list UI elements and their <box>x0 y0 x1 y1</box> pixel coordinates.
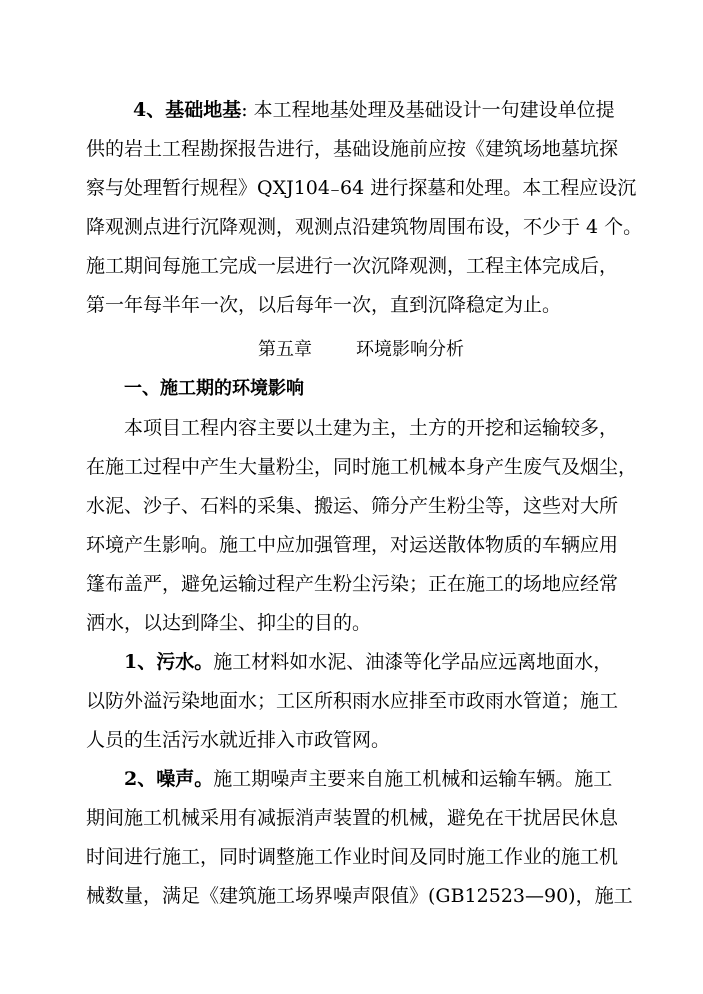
foundation-line-1-text: : 本工程地基处理及基础设计一句建设单位提 <box>241 99 615 121</box>
intro-line-3: 水泥、沙子、石料的采集、搬运、筛分产生粉尘等，这些对大所 <box>86 495 619 517</box>
sewage-line-1-text: 施工材料如水泥、油漆等化学品应远离地面水， <box>213 651 613 673</box>
chapter-heading <box>0 335 703 365</box>
noise-line-2: 期间施工机械采用有减振消声装置的机械，避免在干扰居民休息 <box>86 807 619 829</box>
intro-line-5: 篷布盖严，避免运输过程产生粉尘污染；正在施工的场地应经常 <box>86 573 619 595</box>
foundation-line-3: 察与处理暂行规程》QXJ104₋64 进行探墓和处理。本工程应设沉 <box>86 177 637 199</box>
noise-line-3: 时间进行施工，同时调整施工作业时间及同时施工作业的施工机 <box>86 846 619 868</box>
noise-line-4: 械数量，满足《建筑施工场界噪声限值》(GB12523—90)，施工 <box>86 885 633 907</box>
foundation-line-6: 第一年每半年一次，以后每年一次，直到沉降稳定为止。 <box>86 294 562 316</box>
noise-line-1-text: 施工期噪声主要来自施工机械和运输车辆。施工 <box>213 768 613 790</box>
section-heading: 一、施工期的环境影响 <box>124 378 304 399</box>
foundation-line-4: 降观测点进行沉降观测，观测点沿建筑物周围布设，不少于 4 个。 <box>86 216 643 238</box>
noise-line-1 <box>0 764 703 794</box>
intro-line-6: 洒水，以达到降尘、抑尘的目的。 <box>86 612 372 634</box>
chapter-number: 第五章 <box>258 339 312 360</box>
foundation-line-1 <box>0 95 703 125</box>
foundation-label: 4、基础地基 <box>133 99 242 121</box>
intro-line-2: 在施工过程中产生大量粉尘，同时施工机械本身产生废气及烟尘， <box>86 456 638 478</box>
foundation-line-5: 施工期间每施工完成一层进行一次沉降观测，工程主体完成后， <box>86 255 619 277</box>
sewage-line-3: 人员的生活污水就近排入市政管网。 <box>86 729 391 751</box>
foundation-line-2: 供的岩土工程勘探报告进行，基础设施前应按《建筑场地墓坑探 <box>86 138 619 160</box>
noise-label: 2、噪声。 <box>124 768 214 790</box>
sewage-line-2: 以防外溢污染地面水；工区所积雨水应排至市政雨水管道；施工 <box>86 690 619 712</box>
sewage-line-1 <box>0 647 703 677</box>
intro-line-4: 环境产生影响。施工中应加强管理，对运送散体物质的车辆应用 <box>86 534 619 556</box>
intro-line-1: 本项目工程内容主要以土建为主，土方的开挖和运输较多， <box>124 417 619 439</box>
sewage-label: 1、污水。 <box>124 651 214 673</box>
chapter-title: 环境影响分析 <box>356 339 464 360</box>
